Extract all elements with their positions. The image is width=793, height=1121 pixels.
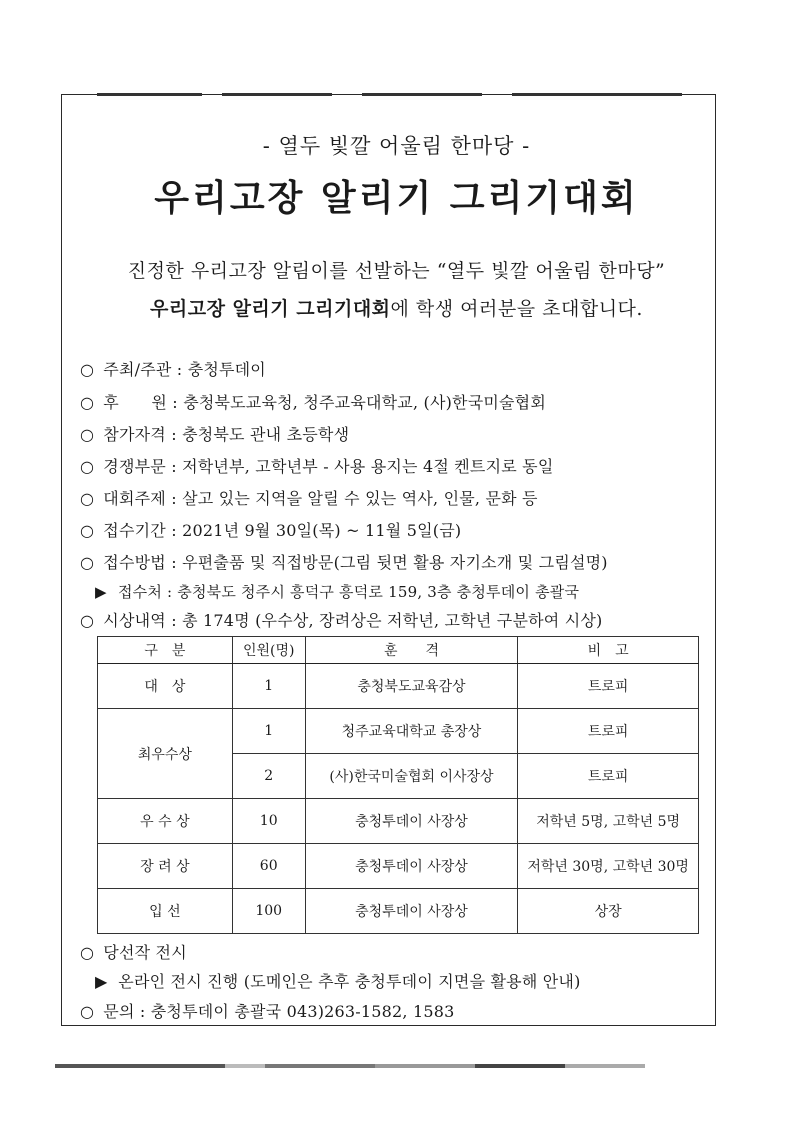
info-value: 저학년부, 고학년부 - 사용 용지는 4절 켄트지로 동일 — [182, 457, 554, 476]
info-label: 접수방법 — [103, 553, 166, 572]
info-label: 시상내역 — [103, 611, 166, 630]
circle-bullet-icon: ○ — [80, 553, 95, 572]
circle-bullet-icon: ○ — [80, 489, 95, 508]
intro-line-2 — [0, 294, 793, 321]
cell-category: 대 상 — [98, 664, 233, 709]
cell-note: 저학년 30명, 고학년 30명 — [518, 844, 699, 889]
info-sponsor: ○ 후 원 : 충청북도교육청, 청주교육대학교, (사)한국미술협회 — [80, 390, 546, 413]
info-value: 우편출품 및 직접방문(그림 뒷면 활용 자기소개 및 그림설명) — [182, 553, 608, 572]
info-address: ▶ 접수처 : 충청북도 청주시 흥덕구 흥덕로 159, 3층 충청투데이 총괄국 — [95, 583, 580, 601]
info-divisions: ○ 경쟁부문 : 저학년부, 고학년부 - 사용 용지는 4절 켄트지로 동일 — [80, 454, 554, 477]
info-method: ○ 접수방법 : 우편출품 및 직접방문(그림 뒷면 활용 자기소개 및 그림설명) — [80, 550, 608, 573]
arrow-bullet-icon: ▶ — [95, 972, 108, 991]
cell-count: 60 — [232, 844, 305, 889]
circle-bullet-icon: ○ — [80, 611, 95, 630]
circle-bullet-icon: ○ — [80, 943, 95, 962]
arrow-bullet-icon: ▶ — [95, 583, 107, 601]
table-header-row — [98, 637, 699, 664]
info-label: 접수처 — [117, 583, 163, 601]
intro-line-1: 진정한 우리고장 알림이를 선발하는 “열두 빛깔 어울림 한마당” — [127, 260, 666, 282]
cell-category: 장 려 상 — [98, 844, 233, 889]
cell-award: 충청투데이 사장상 — [305, 844, 518, 889]
cell-note: 트로피 — [518, 664, 699, 709]
info-label: 접수기간 — [103, 521, 166, 540]
header-award: 훈 격 — [305, 637, 518, 664]
bottom-scan-bar — [475, 1064, 565, 1068]
cell-note: 트로피 — [518, 754, 699, 799]
cell-award: 청주교육대학교 총장상 — [305, 709, 518, 754]
circle-bullet-icon: ○ — [80, 360, 95, 379]
footer-text: 문의 : 충청투데이 총괄국 043)263-1582, 1583 — [103, 1002, 455, 1021]
bottom-scan-bar — [225, 1064, 265, 1068]
bottom-scan-bar — [55, 1064, 225, 1068]
info-value: 2021년 9월 30일(목) ~ 11월 5일(금) — [182, 521, 462, 540]
cell-count: 2 — [232, 754, 305, 799]
frame-top-bar — [222, 93, 332, 96]
info-value: 충청북도교육청, 청주교육대학교, (사)한국미술협회 — [183, 393, 546, 412]
footer-text: 온라인 전시 진행 (도메인은 추후 충청투데이 지면을 활용해 안내) — [118, 972, 581, 991]
table-row — [98, 844, 699, 889]
cell-note: 트로피 — [518, 709, 699, 754]
info-label: 참가자격 — [103, 425, 166, 444]
bottom-scan-bar — [265, 1064, 375, 1068]
info-value: 살고 있는 지역을 알릴 수 있는 역사, 인물, 문화 등 — [182, 489, 538, 508]
cell-count: 100 — [232, 889, 305, 934]
info-period: ○ 접수기간 : 2021년 9월 30일(목) ~ 11월 5일(금) — [80, 518, 461, 541]
footer-contact — [80, 999, 455, 1022]
cell-category: 우 수 상 — [98, 799, 233, 844]
info-label: 주최/주관 — [103, 360, 172, 379]
table-row — [98, 709, 699, 754]
table-row — [98, 799, 699, 844]
event-title: 우리고장 알리기 그리기대회 — [154, 177, 639, 219]
cell-award: 충청투데이 사장상 — [305, 799, 518, 844]
frame-top-bar — [362, 93, 482, 96]
info-theme: ○ 대회주제 : 살고 있는 지역을 알릴 수 있는 역사, 인물, 문화 등 — [80, 486, 538, 509]
footer-exhibition — [80, 940, 187, 963]
cell-count: 1 — [232, 664, 305, 709]
footer-text: 당선작 전시 — [103, 943, 187, 962]
info-value: 총 174명 (우수상, 장려상은 저학년, 고학년 구분하여 시상) — [182, 611, 603, 630]
cell-count: 1 — [232, 709, 305, 754]
info-value: 충청투데이 — [187, 360, 266, 379]
cell-award: 충청북도교육감상 — [305, 664, 518, 709]
bottom-scan-bar — [375, 1064, 475, 1068]
cell-category: 최우수상 — [98, 709, 233, 799]
circle-bullet-icon: ○ — [80, 393, 95, 412]
info-awards: ○ 시상내역 : 총 174명 (우수상, 장려상은 저학년, 고학년 구분하여 시상) — [80, 608, 602, 631]
cell-count: 10 — [232, 799, 305, 844]
cell-note: 상장 — [518, 889, 699, 934]
bottom-scan-bar — [565, 1064, 645, 1068]
info-host: ○ 주최/주관 : 충청투데이 — [80, 357, 266, 380]
info-label: 대회주제 — [103, 489, 166, 508]
header-category: 구 분 — [98, 637, 233, 664]
cell-category: 입 선 — [98, 889, 233, 934]
info-label: 후 원 — [103, 393, 168, 412]
table-row — [98, 664, 699, 709]
table-row — [98, 889, 699, 934]
header-note: 비 고 — [518, 637, 699, 664]
awards-table — [97, 636, 699, 934]
footer-online — [95, 969, 581, 992]
circle-bullet-icon: ○ — [80, 521, 95, 540]
frame-top-bar — [97, 93, 202, 96]
header-count: 인원(명) — [232, 637, 305, 664]
info-value: 충청북도 청주시 흥덕구 흥덕로 159, 3층 충청투데이 총괄국 — [177, 583, 580, 601]
info-label: 경쟁부문 — [103, 457, 166, 476]
intro-rest: 에 학생 여러분을 초대합니다. — [390, 298, 643, 320]
event-subtitle: - 열두 빛깔 어울림 한마당 - — [262, 134, 531, 158]
cell-note: 저학년 5명, 고학년 5명 — [518, 799, 699, 844]
cell-award: (사)한국미술협회 이사장상 — [305, 754, 518, 799]
frame-top-bar — [512, 93, 682, 96]
info-value: 충청북도 관내 초등학생 — [182, 425, 350, 444]
circle-bullet-icon: ○ — [80, 1002, 95, 1021]
intro-bold-title: 우리고장 알리기 그리기대회 — [150, 298, 391, 320]
info-eligibility: ○ 참가자격 : 충청북도 관내 초등학생 — [80, 422, 349, 445]
circle-bullet-icon: ○ — [80, 457, 95, 476]
cell-award: 충청투데이 사장상 — [305, 889, 518, 934]
circle-bullet-icon: ○ — [80, 425, 95, 444]
